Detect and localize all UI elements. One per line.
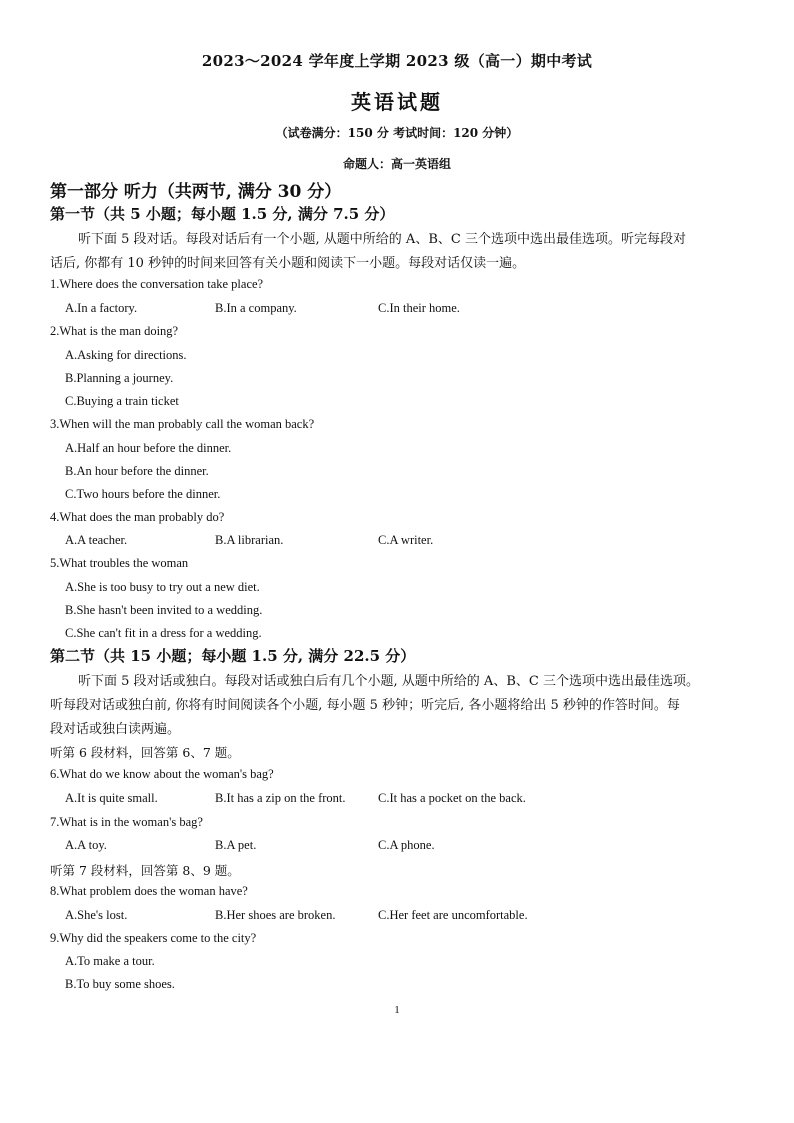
question-stem: 1.Where does the conversation take place? [50,277,264,291]
option-b: B.To buy some shoes. [65,977,175,991]
option-a: A.She's lost. [65,908,128,922]
option-b: B.Her shoes are broken. [215,908,336,922]
section2-instructions-line3: 段对话或独白读两遍。 [50,722,181,737]
option-c: C.A phone. [378,838,435,852]
section2-instructions-line2: 听每段对话或独白前, 你将有时间阅读各个小题, 每小题 5 秒钟；听完后, 各小题将给出 5 秒钟的作答时间。每 [50,698,680,713]
option-c: C.It has a pocket on the back. [378,791,526,805]
option-a: A.Asking for directions. [65,348,187,362]
option-b: B.It has a zip on the front. [215,791,346,805]
question-stem: 4.What does the man probably do? [50,510,225,524]
section2-instructions-line1: 听下面 5 段对话或独白。每段对话或独白后有几个小题, 从题中所给的 A、B、C 三个选项中选出最佳选项。 [78,674,699,689]
option-a: A.It is quite small. [65,791,158,805]
question-stem: 5.What troubles the woman [50,556,189,570]
option-a: A.Half an hour before the dinner. [65,441,232,455]
option-c: C.Buying a train ticket [65,394,179,408]
page-number: 1 [394,1004,400,1016]
passage-label: 听第 6 段材料，回答第 6、7 题。 [50,745,240,760]
passage-label: 听第 7 段材料，回答第 8、9 题。 [50,863,240,878]
exam-title: 2023～2024 学年度上学期 2023 级（高一）期中考试 [201,52,593,70]
option-c: C.In their home. [378,301,460,315]
option-a: A.To make a tour. [65,954,155,968]
author-line: 命题人：高一英语组 [342,157,451,171]
question-stem: 3.When will the man probably call the woman back? [50,417,315,431]
section1-instructions-line1: 听下面 5 段对话。每段对话后有一个小题, 从题中所给的 A、B、C 三个选项中选出最佳选项。听完每段对 [78,232,686,247]
option-b: B.Planning a journey. [65,371,174,385]
option-c: C.She can't fit in a dress for a wedding. [65,626,262,640]
option-c: C.Two hours before the dinner. [65,487,221,501]
question-stem: 6.What do we know about the woman's bag? [50,767,274,781]
question-stem: 2.What is the man doing? [50,324,179,338]
option-a: A.She is too busy to try out a new diet. [65,580,260,594]
option-b: B.In a company. [215,301,297,315]
question-stem: 7.What is in the woman's bag? [50,815,203,829]
option-b: B.She hasn't been invited to a wedding. [65,603,263,617]
option-a: A.A teacher. [65,533,128,547]
question-stem: 8.What problem does the woman have? [50,884,248,898]
option-b: B.A pet. [215,838,257,852]
option-a: A.In a factory. [65,301,138,315]
section2-heading: 第二节（共 15 小题；每小题 1.5 分, 满分 22.5 分） [50,647,416,665]
option-b: B.A librarian. [215,533,284,547]
option-b: B.An hour before the dinner. [65,464,209,478]
option-c: C.A writer. [378,533,434,547]
score-info: （试卷满分：150 分 考试时间：120 分钟） [275,126,519,140]
option-a: A.A toy. [65,838,107,852]
section1-heading: 第一节（共 5 小题；每小题 1.5 分, 满分 7.5 分） [50,205,395,223]
section1-instructions-line2: 话后, 你都有 10 秒钟的时间来回答有关小题和阅读下一小题。每段对话仅读一遍。 [50,256,526,271]
subject-title: 英语试题 [351,90,443,114]
question-stem: 9.Why did the speakers come to the city? [50,931,257,945]
part1-heading: 第一部分 听力（共两节, 满分 30 分） [50,182,342,202]
option-c: C.Her feet are uncomfortable. [378,908,528,922]
